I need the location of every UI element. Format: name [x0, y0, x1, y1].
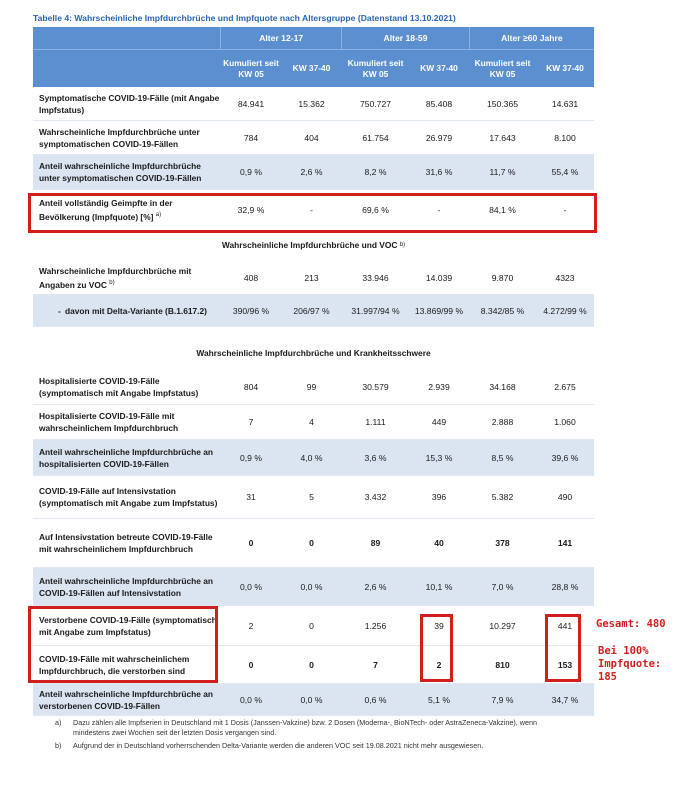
table-cell: 30.579	[362, 381, 389, 392]
table-cell: 2,6 %	[364, 581, 387, 592]
group-header: Alter 18-59	[341, 27, 468, 49]
table-row	[33, 440, 594, 476]
table-cell: 1.111	[365, 417, 386, 427]
highlight-box-60plus-deaths	[545, 614, 581, 682]
table-row	[33, 568, 594, 606]
table-cell: 4,0 %	[300, 452, 323, 463]
table-row	[33, 519, 594, 568]
table-cell: 31	[246, 492, 256, 502]
table-cell: 17.643	[489, 132, 516, 143]
table-cell: 0,0 %	[240, 581, 262, 592]
row-group-voc	[33, 261, 594, 327]
column-header: KW 37-40	[546, 63, 584, 73]
table-cell: 2.888	[491, 417, 514, 427]
table-cell: 804	[243, 381, 259, 392]
table-cell: 39	[434, 620, 444, 631]
table-cell: 0,9 %	[240, 167, 262, 177]
table-cell: 449	[431, 417, 447, 427]
group-header: Alter ≥60 Jahre	[469, 27, 594, 49]
table-cell: 0,6 %	[364, 694, 387, 705]
table-cell: 14.631	[551, 98, 579, 109]
row-label	[33, 160, 221, 184]
section-heading-severity: Wahrscheinliche Impfdurchbrüche und Krankheitsschwere	[196, 348, 431, 358]
table-cell: 750.727	[359, 98, 392, 109]
table-row	[33, 369, 594, 405]
table-row	[33, 295, 594, 327]
table-cell: 28,8 %	[551, 581, 579, 592]
table-cell: 206/97 %	[293, 305, 330, 316]
row-footnote-ref: b)	[109, 279, 115, 286]
table-cell: 153	[557, 659, 573, 670]
table-cell: 3,6 %	[364, 452, 387, 463]
table-cell: 31.997/94 %	[351, 305, 400, 316]
row-label-text: Hospitalisierte COVID-19-Fälle (symptomatisch mit Angabe Impfstatus)	[39, 375, 199, 398]
table-cell: 1.060	[554, 417, 576, 427]
table-cell: 0,0 %	[300, 694, 323, 705]
table-cell: 3.432	[364, 492, 387, 502]
table-cell: 89	[370, 538, 381, 548]
table-cell: 34,7 %	[551, 694, 579, 705]
table-caption: Tabelle 4: Wahrscheinliche Impfdurchbrüche und Impfquote nach Altersgruppe (Datenstand 13.10.2021)	[33, 13, 456, 23]
table-cell: 15,3 %	[425, 452, 453, 463]
table-cell: 26.979	[425, 132, 453, 143]
row-label	[33, 375, 221, 399]
table-cell: 441	[557, 620, 573, 631]
table-cell: 2,6 %	[300, 167, 323, 177]
table-cell: 84.941	[237, 98, 265, 109]
row-label-text: Anteil vollständig Geimpfte in der Bevölkerung (Impfquote) [%]	[39, 197, 173, 222]
section-heading-voc: Wahrscheinliche Impfdurchbrüche und VOC b)	[221, 240, 406, 250]
table-cell: 5.382	[491, 492, 514, 502]
row-label-text: Wahrscheinliche Impfdurchbrüche unter symptomatischen COVID-19-Fällen	[39, 126, 200, 149]
table-cell: 4323	[555, 272, 575, 283]
row-label-text: davon mit Delta-Variante (B.1.617.2)	[65, 305, 207, 316]
table-cell: 7,9 %	[491, 694, 514, 705]
row-label	[33, 688, 221, 712]
row-label-text: Anteil wahrscheinliche Impfdurchbrüche an COVID-19-Fällen auf Intensivstation	[39, 575, 214, 598]
row-dash: -	[58, 305, 61, 316]
table-cell: 0	[309, 620, 314, 631]
table-cell: 10,1 %	[425, 581, 453, 592]
table-cell: 0	[248, 659, 254, 670]
table-cell: 7	[248, 417, 254, 427]
row-label-text: Anteil wahrscheinliche Impfdurchbrüche unter symptomatischen COVID-19-Fällen	[39, 161, 202, 183]
highlight-box-impfquote	[28, 193, 597, 233]
annotation-line3: 185	[598, 671, 617, 683]
column-header: KW 37-40	[420, 63, 458, 73]
highlight-box-verstorbene-labels	[28, 606, 218, 683]
highlight-box-18-59-deaths	[420, 614, 453, 682]
table-cell: 7	[373, 659, 378, 670]
row-label	[33, 446, 221, 470]
table-cell: 390/96 %	[232, 305, 270, 316]
row-label-text: Hospitalisierte COVID-19-Fälle mit wahrscheinlichem Impfdurchbruch	[39, 411, 179, 433]
column-header: KW 37-40	[292, 63, 331, 73]
table-cell: 4	[309, 417, 314, 427]
column-header: Kumuliert seit KW 05	[223, 57, 279, 79]
row-label-text: COVID-19-Fälle auf Intensivstation (symptomatisch mit Angabe zum Impfstatus)	[39, 486, 218, 508]
table-cell: 2	[436, 659, 442, 670]
annotation-gesamt: Gesamt: 480	[596, 618, 666, 630]
table-cell: 0	[309, 659, 314, 670]
column-header: Kumuliert seit KW 05	[347, 57, 404, 79]
table-cell: 0,0 %	[240, 694, 262, 705]
table-cell: 213	[304, 272, 319, 283]
table-row	[33, 121, 594, 155]
row-label	[33, 575, 221, 599]
table-cell: 2	[248, 620, 254, 631]
row-label	[33, 126, 221, 150]
table-cell: 784	[243, 132, 259, 143]
table-cell: -	[310, 204, 313, 215]
table-cell: 7,0 %	[491, 581, 514, 592]
row-label	[33, 485, 221, 509]
table-cell: 8.100	[554, 132, 576, 143]
row-label	[33, 531, 221, 555]
table-cell: 61.754	[362, 132, 389, 143]
table-cell: 32,9 %	[237, 204, 265, 215]
table-cell: 40	[434, 538, 444, 548]
table-cell: 31,6 %	[425, 167, 453, 177]
column-header: Kumuliert seit KW 05	[474, 57, 531, 79]
row-label-text: Anteil wahrscheinliche Impfdurchbrüche an verstorbenen COVID-19-Fällen	[39, 688, 214, 711]
table-cell: 404	[304, 132, 319, 143]
annotation-line2: Impfquote:	[598, 658, 662, 670]
header-columns	[33, 49, 594, 87]
table-cell: 396	[431, 492, 447, 502]
group-header: Alter 12-17	[220, 27, 341, 49]
table-row	[33, 405, 594, 440]
row-label	[33, 410, 221, 434]
table-cell: 8.342/85 %	[480, 305, 525, 316]
table-cell: 0,9 %	[240, 452, 262, 463]
table-cell: 39,6 %	[551, 452, 579, 463]
table-cell: 8,5 %	[491, 452, 514, 463]
table-cell: 0	[248, 538, 254, 548]
table-cell: 0,0 %	[300, 581, 323, 592]
table-cell: 84,1 %	[489, 204, 516, 215]
table-cell: 4.272/99 %	[543, 305, 587, 316]
table-row	[33, 684, 594, 716]
table-cell: 1.256	[364, 620, 387, 631]
row-label-text: Wahrscheinliche Impfdurchbrüche mit Angaben zu VOC	[39, 265, 192, 290]
row-label	[33, 92, 221, 116]
table-row	[33, 87, 594, 121]
table-cell: 810	[495, 659, 510, 670]
table-cell: 141	[557, 538, 573, 548]
table-cell: -	[437, 204, 441, 215]
row-footnote-ref: a)	[155, 211, 162, 218]
table-cell: 10.297	[489, 620, 516, 631]
table-row	[33, 261, 594, 295]
table-cell: 33.946	[362, 272, 389, 283]
table-cell: 8,2 %	[364, 167, 387, 177]
table-cell: 5	[309, 492, 314, 502]
row-label	[33, 305, 221, 317]
table-cell: 99	[306, 381, 317, 392]
table-cell: 34.168	[489, 381, 516, 392]
table-cell: 14.039	[425, 272, 453, 283]
table-cell: 9.870	[491, 272, 514, 283]
header-groups	[33, 27, 594, 49]
table-cell: 85.408	[425, 98, 453, 109]
table-cell: 378	[495, 538, 510, 548]
table-cell: 490	[557, 492, 573, 502]
row-label-text: Verstorbene COVID-19-Fälle (symptomatisch mit Angabe zum Impfstatus)	[39, 614, 217, 637]
table-row	[33, 155, 594, 190]
table-cell: 408	[243, 272, 259, 283]
annotation-line1: Bei 100%	[598, 645, 649, 657]
table-cell: 13.869/99 %	[414, 305, 464, 316]
table-cell: 2.939	[428, 381, 450, 392]
table-cell: 0	[309, 538, 314, 548]
table-cell: 5,1 %	[428, 694, 450, 705]
footnote-a: a) Dazu zählen alle Impfserien in Deutschland mit 1 Dosis (Janssen-Vakzine) bzw. 2 Dosen (Moderna-, BioNTech- oder AstraZeneca-Vakzine), wenn mindestens zwei Wochen seit der letzten Dosis vergangen sind.	[55, 718, 537, 737]
table-cell: -	[563, 204, 567, 215]
footnote-b: b) Aufgrund der in Deutschland vorherrschenden Delta-Variante werden die anderen VOC seit 19.08.2021 nicht mehr ausgewiesen.	[55, 741, 484, 750]
table-cell: 15.362	[298, 98, 325, 109]
row-label-text: Auf Intensivstation betreute COVID-19-Fälle mit wahrscheinlichem Impfdurchbruch	[39, 532, 213, 554]
row-label-text: COVID-19-Fälle mit wahrscheinlichem Impfdurchbruch, die verstorben sind	[39, 653, 190, 676]
table-cell: 69,6 %	[362, 204, 389, 215]
row-label-text: Anteil wahrscheinliche Impfdurchbrüche an hospitalisierten COVID-19-Fällen	[39, 446, 214, 469]
table-cell: 2.675	[554, 381, 576, 392]
row-label	[33, 265, 221, 291]
table-row	[33, 476, 594, 519]
table-cell: 150.365	[486, 98, 519, 109]
table-cell: 55,4 %	[551, 167, 579, 177]
table-cell: 11,7 %	[489, 167, 516, 177]
row-label-text: Symptomatische COVID-19-Fälle (mit Angabe Impfstatus)	[39, 92, 220, 115]
